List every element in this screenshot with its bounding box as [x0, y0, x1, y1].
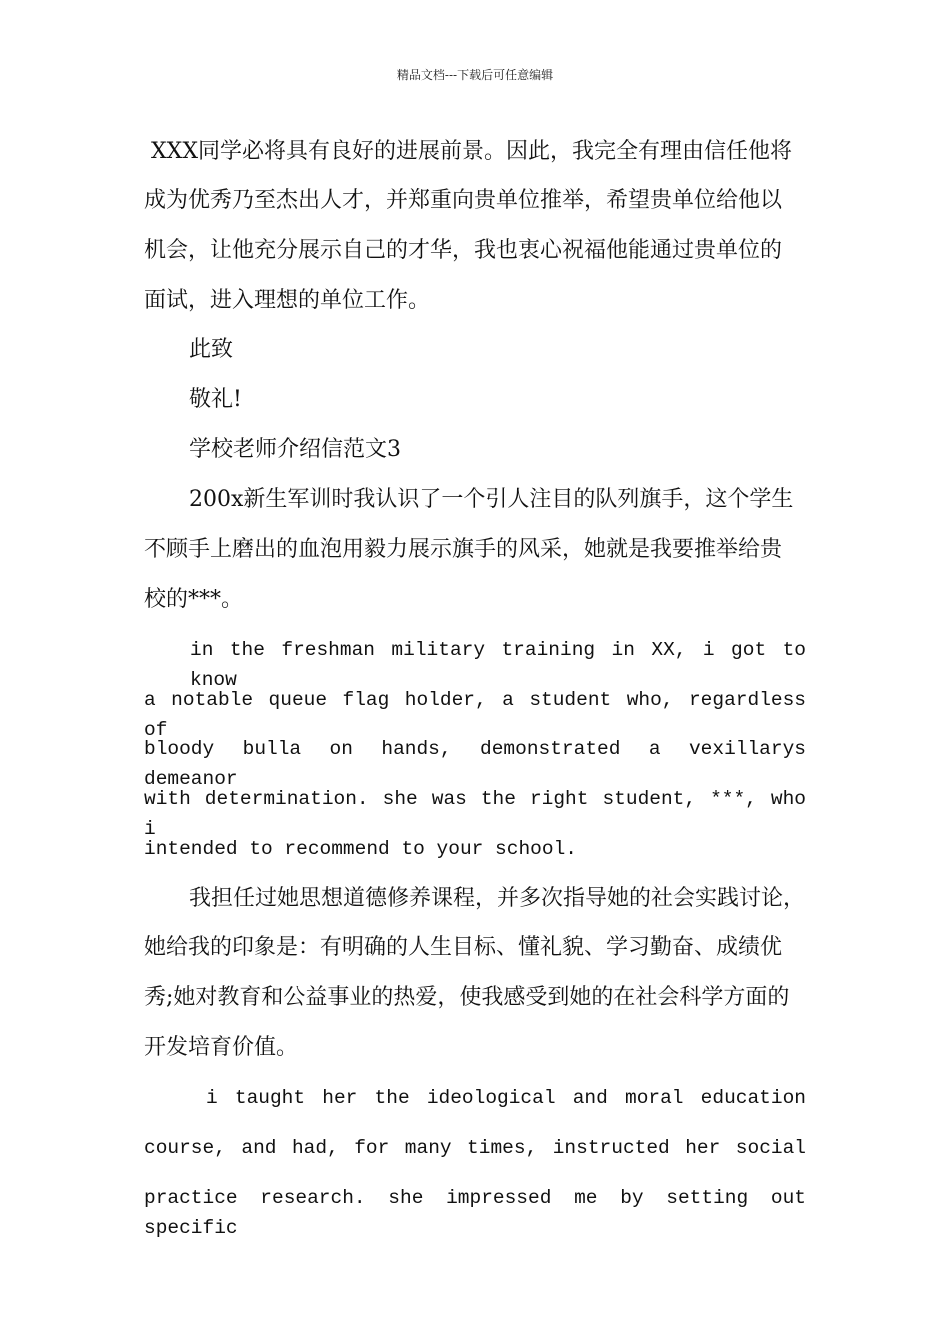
- paragraph-line: 机会，让他充分展示自己的才华，我也衷心祝福他能通过贵单位的: [144, 238, 783, 263]
- english-line: in the freshman military training in XX, i got to know: [190, 639, 806, 691]
- english-line: i taught her the ideological and moral education: [206, 1087, 806, 1109]
- paragraph-line: XXX同学必将具有良好的进展前景。因此，我完全有理由信任他将: [144, 139, 792, 164]
- paragraph-line: 我担任过她思想道德修养课程，并多次指导她的社会实践讨论，: [189, 886, 806, 911]
- paragraph-line: 秀;她对教育和公益事业的热爱，使我感受到她的在社会科学方面的: [144, 985, 790, 1010]
- paragraph-line: 成为优秀乃至杰出人才，并郑重向贵单位推举，希望贵单位给他以: [144, 188, 783, 213]
- english-line: intended to recommend to your school.: [144, 838, 577, 860]
- paragraph-line: 校的***。: [144, 587, 244, 612]
- english-line: bloody bulla on hands, demonstrated a vexillarys demeanor: [144, 738, 806, 790]
- paragraph-line: 她给我的印象是：有明确的人生目标、懂礼貌、学习勤奋、成绩优: [144, 935, 783, 960]
- english-line: practice research. she impressed me by setting out specific: [144, 1187, 806, 1239]
- closing-salutation: 此致: [189, 337, 234, 362]
- closing-regards: 敬礼!: [189, 387, 242, 412]
- english-line: course, and had, for many times, instructed her social: [144, 1137, 806, 1159]
- english-line: a notable queue flag holder, a student who, regardless of: [144, 689, 806, 741]
- paragraph-line: 开发培育价值。: [144, 1035, 299, 1060]
- page-header: 精品文档---下载后可任意编辑: [396, 68, 554, 82]
- section-heading: 学校老师介绍信范文3: [189, 437, 401, 462]
- paragraph-line: 不顾手上磨出的血泡用毅力展示旗手的风采，她就是我要推举给贵: [144, 537, 783, 562]
- paragraph-line: 200x新生军训时我认识了一个引人注目的队列旗手，这个学生: [189, 487, 794, 512]
- paragraph-line: 面试，进入理想的单位工作。: [144, 288, 431, 313]
- english-line: with determination. she was the right student, ***, who i: [144, 788, 806, 840]
